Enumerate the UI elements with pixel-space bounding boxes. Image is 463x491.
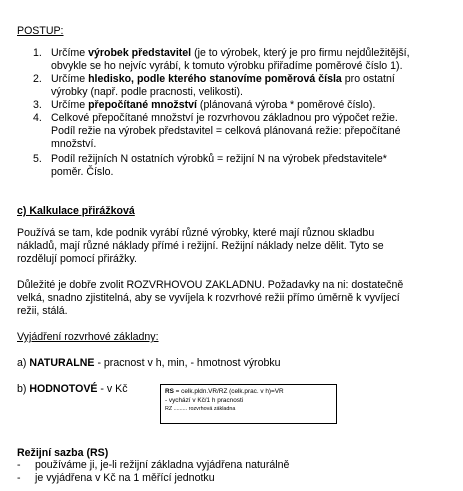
list-item (17, 459, 457, 472)
step-number: 1. (33, 47, 42, 59)
rs-formula-line: RZ ......... rozvrhová základna (165, 406, 236, 412)
naturalne-label: NATURALNE (29, 357, 95, 369)
step-line: výrobky (např. podle pracnosti, velikosti). (51, 86, 243, 98)
step-text: pro ostatní (341, 73, 395, 85)
step-line: Podíl režijních N ostatních výrobků = režijní N na výrobek představitele* (51, 153, 387, 165)
naturalne-line (17, 357, 281, 370)
step-text: (je to výrobek, který je pro firmu nejdůležitější, (191, 47, 410, 59)
paragraph-base (17, 279, 449, 318)
step-line: obvykle se ho nejvíc vyrábí, k tomuto výrobku přiřadíme poměrové číslo 1). (51, 60, 403, 72)
paragraph-usage (17, 227, 449, 266)
step-line: Celkové přepočítané množství je rozvrhovou základnou pro výpočet režie. (51, 112, 398, 124)
step-bold-text: přepočítané množství (88, 99, 197, 111)
list-item (17, 472, 457, 485)
step-text: Určíme (51, 73, 89, 85)
sazba-heading: Režijní sazba (RS) (17, 447, 109, 459)
rs-label: RS (165, 388, 174, 395)
rs-formula-line: - vychází v Kč/1 h pracnosti (165, 397, 244, 404)
step-item (33, 99, 453, 112)
step-item (33, 47, 453, 73)
step-line (51, 73, 453, 86)
rs-formula-text: = celk.pldn.VR/RZ (celk.prac. v h)=VR (173, 388, 284, 395)
section-c-heading: c) Kalkulace přirážková (17, 205, 135, 217)
naturalne-text: - pracnost v h, min, - hmotnost výrobku (94, 357, 281, 369)
step-text: Určíme (51, 99, 89, 111)
step-number: 4. (33, 112, 42, 124)
rs-formula-line (165, 387, 332, 396)
step-line: Podíl režie na výrobek představitel = celková plánovaná režie: přepočítané (51, 125, 401, 137)
postup-heading: POSTUP: (17, 25, 64, 37)
step-text: Určíme (51, 47, 89, 59)
paragraph-line: velká, snadno zjistitelná, aby se vyvíjela k rozvrhové režii přímo úměrně k vyvíjecí (17, 292, 400, 304)
step-text: (plánovaná výroba * poměrové číslo). (196, 99, 376, 111)
paragraph-line: nákladů, mají různé náklady přímé i režijní. Režijní náklady nelze dělit. Tyto se (17, 240, 384, 252)
step-line: poměr. Číslo. (51, 166, 114, 178)
step-item (33, 153, 453, 179)
list-item-text: je vyjádřena v Kč na 1 měřící jednotku (35, 472, 215, 484)
list-item-text: používáme ji, je-li režijní základna vyjádřena naturálně (35, 459, 290, 471)
paragraph-line: rozdělují pomocí přirážky. (17, 253, 137, 265)
step-item (33, 112, 453, 151)
step-item (33, 73, 453, 99)
step-bold-text: hledisko, podle kterého stanovíme poměrová čísla (88, 73, 342, 85)
step-number: 3. (33, 99, 42, 111)
step-bold-text: výrobek představitel (88, 47, 192, 59)
hodnotove-line (17, 383, 128, 396)
step-line (51, 99, 453, 112)
step-line: množství. (51, 138, 97, 150)
sazba-bullet-list (17, 459, 457, 485)
step-number: 5. (33, 153, 42, 165)
list-prefix: b) (17, 383, 30, 395)
dash-bullet-icon: - (17, 459, 21, 471)
steps-list (33, 47, 453, 179)
vyjadreni-heading: Vyjádření rozvrhové základny: (17, 331, 159, 343)
rs-formula-box (160, 384, 337, 424)
hodnotove-text: - v Kč (97, 383, 128, 395)
paragraph-line: Používá se tam, kde podnik vyrábí různé výrobky, které mají různou skladbu (17, 227, 375, 239)
hodnotove-label: HODNOTOVÉ (29, 383, 98, 395)
paragraph-line: režii, stálá. (17, 305, 68, 317)
step-line (51, 47, 453, 60)
paragraph-line: Důležité je dobře zvolit ROZVRHOVOU ZAKLADNU. Požadavky na ni: dostatečně (17, 279, 404, 291)
list-prefix: a) (17, 357, 30, 369)
dash-bullet-icon: - (17, 472, 21, 484)
step-number: 2. (33, 73, 42, 85)
